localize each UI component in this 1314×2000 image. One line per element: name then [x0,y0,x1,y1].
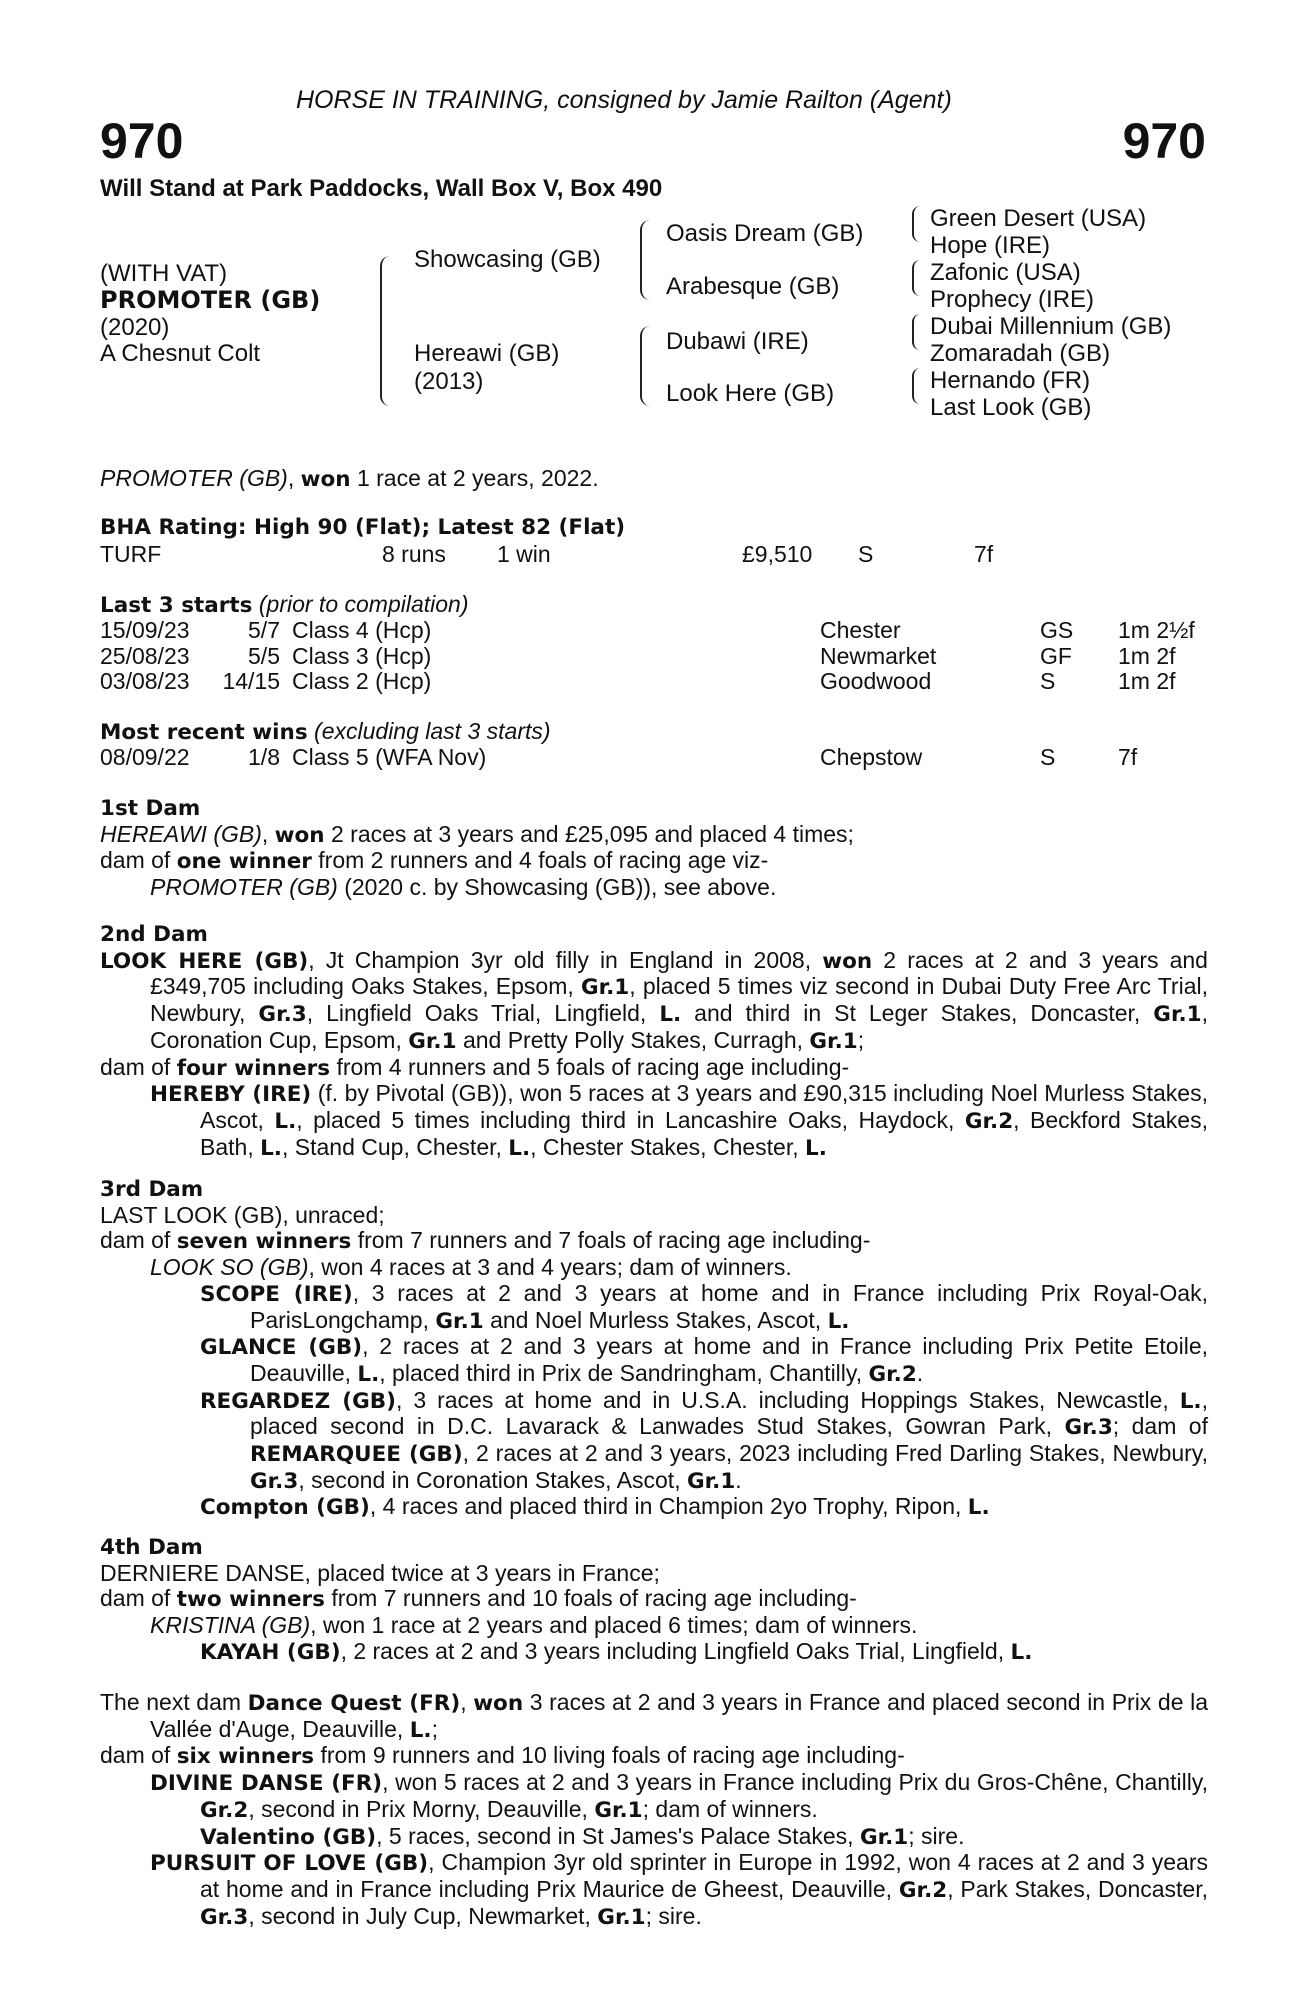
dam4-para3 [100,1613,1208,1639]
text-run: , [460,1689,474,1715]
nextdam-para4 [100,1824,1208,1851]
text-run: Gr.1 [686,1468,736,1494]
pedigree-brace-dam [640,326,652,406]
text-run: Gr.2 [964,1108,1014,1134]
text-run: KRISTINA (GB) [150,1612,311,1639]
dam3-section [100,1177,1208,1521]
nextdam-para5 [100,1850,1208,1930]
pedigree-ds: Dubawi (IRE) [666,328,809,355]
pedigree-brace-ss [912,206,922,242]
text-run: L. [659,1002,682,1028]
horse-name: PROMOTER (GB) [100,286,321,314]
text-run: L. [827,1308,850,1334]
text-run: LAST LOOK (GB), unraced; [100,1201,385,1228]
race-pos: 14/15 [222,668,280,695]
horse-year: (2020) [100,314,170,341]
race-summary: PROMOTER (GB), won 1 race at 2 years, 2022. [100,465,599,492]
summary-rest: 1 race at 2 years, 2022. [350,465,599,491]
pedigree-brace-sd [912,260,922,296]
rating-heading: BHA Rating: High 90 (Flat); Latest 82 (Flat) [100,515,626,540]
text-run: Gr.1 [1153,1002,1202,1028]
dam1-winners: one winner [176,849,312,875]
text-run: , second in Coronation Stakes, Ascot, [298,1466,687,1493]
text-run: DERNIERE DANSE, placed twice at 3 years in France; [100,1559,660,1586]
dam4-para2 [100,1586,1208,1613]
pedigree-sd: Arabesque (GB) [666,273,840,300]
dam1-line1: HEREAWI (GB), won 2 races at 3 years and £25,095 and placed 4 times; [100,820,854,848]
text-run: HEREBY (IRE) [150,1082,312,1108]
race-course: Goodwood [820,668,932,695]
dam2-section [100,922,1208,1161]
pedigree-dss: Dubai Millennium (GB) [930,313,1172,340]
dam4-section [100,1535,1208,1666]
text-run: SCOPE (IRE) [200,1281,353,1307]
text-run: (f. by Pivotal (GB)), won 5 races at 3 years and £90,315 including Noel Murless Stakes, Ascot, [200,1080,1208,1133]
text-run: , won 1 race at 2 years and placed 6 times; dam of winners. [310,1612,918,1639]
dam1-progeny-desc: (2020 c. by Showcasing (GB)), see above. [337,874,777,901]
dam2-para2 [100,1055,1208,1082]
text-run: dam of [100,1585,177,1612]
text-run: from 7 runners and 7 foals of racing age including- [351,1227,871,1254]
text-run: Gr.2 [868,1361,917,1387]
rating-runs: 8 runs [382,541,446,567]
dam3-para6 [100,1388,1208,1495]
race-dist: 1m 2f [1118,668,1176,695]
text-run: DIVINE DANSE (FR) [150,1771,383,1797]
text-run: L. [409,1717,432,1743]
dam4-para4 [100,1639,1208,1666]
text-run: ; dam of [1112,1413,1208,1440]
race-cls: Class 5 (WFA Nov) [292,744,487,770]
text-run: Gr.1 [597,1904,646,1930]
text-run: from 9 runners and 10 living foals of racing age including- [314,1742,905,1769]
text-run: , Stand Cup, Chester, [281,1133,509,1160]
text-run: Gr.1 [809,1028,858,1054]
race-going: S [1040,744,1056,770]
pedigree-sire: Showcasing (GB) [414,246,601,273]
race-date: 15/09/23 [100,617,190,643]
dam4-heading: 4th Dam [100,1535,203,1560]
race-date: 25/08/23 [100,642,190,669]
race-dist: 7f [1118,744,1138,770]
nextdam-para2 [100,1743,1208,1770]
text-run: Valentino (GB) [200,1824,377,1850]
race-cls: Class 3 (Hcp) [292,642,432,669]
pedigree-ssd: Hope (IRE) [930,232,1051,259]
text-run: two winners [176,1587,325,1613]
text-run: Gr.3 [250,1468,299,1494]
text-run: , Lingfield Oaks Trial, Lingfield, [306,1000,660,1027]
text-run: , Chester Stakes, Chester, [530,1133,805,1160]
text-run: Gr.1 [408,1028,457,1054]
last3-heading-line [100,591,469,618]
nextdam-section [100,1690,1208,1930]
text-run: and third in St Leger Stakes, Doncaster, [681,1000,1154,1027]
text-run: Gr.1 [580,975,630,1001]
text-run: L. [357,1361,380,1387]
dam1-section [100,796,1208,901]
pedigree-ddd: Last Look (GB) [930,394,1092,421]
dam1-won: won [274,822,325,848]
pedigree-sdd: Prophecy (IRE) [930,286,1095,313]
lot-number-right: 970 [1122,113,1206,169]
text-run: four winners [176,1055,331,1081]
pedigree-dam: Hereawi (GB) [414,340,560,367]
dam1-name: HEREAWI (GB) [100,820,262,847]
rating-going: S [858,541,874,567]
dam3-para2 [100,1228,1208,1255]
text-run: , placed third in Prix de Sandringham, Chantilly, [379,1359,869,1386]
text-run: Compton (GB) [200,1495,370,1521]
race-pos: 5/7 [248,617,280,643]
race-course: Chepstow [820,744,923,770]
pedigree-brace-ds [912,314,922,350]
dam1-progeny-name: PROMOTER (GB) [150,874,338,901]
horse-description: A Chesnut Colt [100,340,261,367]
text-run: , 3 races at home and in U.S.A. including Hoppings Stakes, Newcastle, [395,1386,1180,1413]
text-run: , placed 5 times including third in Lancashire Oaks, Haydock, [296,1106,965,1133]
text-run: dam of [100,1053,177,1080]
race-date: 03/08/23 [100,668,190,695]
text-run: dam of [100,1742,177,1769]
pedigree-sss: Green Desert (USA) [930,205,1147,232]
text-run: L. [260,1135,282,1161]
text-run: Gr.3 [258,1002,307,1028]
rating-wins: 1 win [497,541,551,567]
text-run: , 2 races at 2 and 3 years including Lingfield Oaks Trial, Lingfield, [340,1637,1011,1664]
text-run: REMARQUEE (GB) [250,1442,463,1468]
text-run: LOOK SO (GB) [150,1254,309,1281]
text-run: dam of [100,1227,177,1254]
dam2-heading: 2nd Dam [100,922,208,947]
text-run: , Park Stakes, Doncaster, [947,1875,1208,1902]
race-cls: Class 2 (Hcp) [292,668,432,695]
dam3-para4 [100,1281,1208,1334]
race-pos: 5/5 [248,642,280,669]
text-run: . [735,1466,742,1493]
race-date: 08/09/22 [100,744,190,770]
dam3-heading: 3rd Dam [100,1177,204,1202]
text-run: , Champion 3yr old sprinter in Europe in 1992, won 4 races at 2 and 3 years at home and in France including Prix Maurice de Gheest, Deauville, [200,1849,1208,1902]
text-run: , 3 races at 2 and 3 years at home and in France including Prix Royal-Oak, ParisLongchamp, [250,1279,1208,1333]
pedigree-ss: Oasis Dream (GB) [666,220,864,247]
text-run: from 4 runners and 5 foals of racing age including- [330,1053,850,1080]
dam2-para3 [100,1081,1208,1161]
text-run: L. [274,1108,297,1134]
rating-distance: 7f [974,541,994,567]
pedigree-brace-main [380,256,394,406]
race-course: Newmarket [820,642,937,669]
text-run: , won 4 races at 3 and 4 years; dam of winners. [308,1254,792,1281]
dam3-para3 [100,1255,1208,1281]
text-run: Gr.2 [898,1877,948,1903]
recent-heading: Most recent wins [100,720,308,745]
text-run: . [916,1359,924,1386]
text-run: L. [805,1135,827,1161]
race-course: Chester [820,617,901,643]
nextdam-para1 [100,1690,1208,1743]
text-run: , 5 races, second in St James's Palace Stakes, [376,1822,860,1849]
dam1-damof: dam of [100,847,177,874]
last3-note: (prior to compilation) [258,591,469,617]
text-run: , Beckford Stakes, Bath, [200,1106,1208,1160]
text-run: won [473,1691,524,1716]
text-run: , won 5 races at 2 and 3 years in France including Prix du Gros-Chêne, Chantilly, [382,1769,1208,1796]
rating-prize: £9,510 [742,541,813,567]
race-going: S [1040,668,1056,695]
race-dist: 1m 2f [1118,642,1176,669]
dam3-para1 [100,1203,1208,1229]
text-run: L. [967,1495,990,1521]
pedigree-dsd: Zomaradah (GB) [930,340,1111,367]
text-run: KAYAH (GB) [200,1639,341,1665]
text-run: , 2 races at 2 and 3 years, 2023 including Fred Darling Stakes, Newbury, [462,1440,1208,1467]
pedigree-brace-sire [640,220,652,300]
recent-heading-line [100,718,551,745]
dam1-line2 [100,848,1208,875]
pedigree-dds: Hernando (FR) [930,367,1091,394]
text-run: , second in Prix Morny, Deauville, [248,1795,595,1822]
text-run: Gr.3 [1064,1415,1113,1441]
text-run: seven winners [176,1229,352,1255]
dam1-runners: from 2 runners and 4 foals of racing age viz- [311,847,769,874]
dam1-record: 2 races at 3 years and £25,095 and placed 4 times; [324,820,854,847]
pedigree-dd: Look Here (GB) [666,380,835,407]
text-run: L. [1010,1639,1033,1665]
race-cls: Class 4 (Hcp) [292,617,432,643]
text-run: Dance Quest (FR) [247,1691,461,1716]
summary-won: won [300,467,351,492]
dam4-para1 [100,1561,1208,1587]
dam1-heading: 1st Dam [100,796,201,821]
text-run: six winners [176,1744,315,1770]
dam3-para5 [100,1334,1208,1387]
text-run: ; dam of winners. [642,1795,818,1822]
text-run: ; [857,1026,865,1053]
nextdam-para3 [100,1770,1208,1823]
text-run: , 2 races at 2 and 3 years at home and in France including Prix Petite Etoile, Deauville, [250,1333,1208,1386]
dam3-para7 [100,1494,1208,1521]
last3-heading: Last 3 starts [100,593,253,618]
dam2-para1 [100,948,1208,1055]
text-run: , Jt Champion 3yr old filly in England in 2008, [308,946,823,973]
race-going: GS [1040,617,1074,643]
text-run: GLANCE (GB) [200,1335,363,1361]
rating-surface: TURF [100,541,162,567]
text-run: , placed 5 times viz second in Dubai Duty Free Arc Trial, Newbury, [150,973,1208,1027]
vat-note: (WITH VAT) [100,260,228,287]
stand-location: Will Stand at Park Paddocks, Wall Box V, Box 490 [100,175,663,202]
text-run: Gr.2 [200,1797,249,1823]
text-run: L. [1179,1388,1202,1414]
consignment-line: HORSE IN TRAINING, consigned by Jamie Railton (Agent) [296,86,952,114]
text-run: 2 races at 2 and 3 years and £349,705 including Oaks Stakes, Epsom, [150,946,1208,1000]
text-run: ; sire. [908,1822,965,1849]
text-run: Gr.1 [859,1824,909,1850]
text-run: Gr.1 [594,1797,643,1823]
dam1-line3 [100,875,1208,901]
text-run: and Noel Murless Stakes, Ascot, [483,1306,828,1333]
text-run: Gr.1 [435,1308,484,1334]
pedigree-sds: Zafonic (USA) [930,259,1081,286]
text-run: won [822,948,873,974]
text-run: REGARDEZ (GB) [200,1388,396,1414]
text-run: and Pretty Polly Stakes, Curragh, [456,1026,810,1053]
lot-number-left: 970 [100,113,184,169]
recent-note: (excluding last 3 starts) [314,718,551,744]
text-run: from 7 runners and 10 foals of racing age including- [324,1585,857,1612]
text-run: L. [508,1135,531,1161]
text-run: , 4 races and placed third in Champion 2yo Trophy, Ripon, [369,1493,968,1520]
text-run: , placed second in D.C. Lavarack & Lanwades Stud Stakes, Gowran Park, [250,1386,1208,1440]
text-run: ; [431,1715,438,1742]
text-run: , Coronation Cup, Epsom, [150,1000,1208,1053]
summary-name: PROMOTER (GB) [100,465,288,491]
race-going: GF [1040,642,1072,669]
race-dist: 1m 2½f [1118,617,1195,643]
text-run: PURSUIT OF LOVE (GB) [150,1851,429,1877]
text-run: , second in July Cup, Newmarket, [248,1902,598,1929]
text-run: LOOK HERE (GB) [100,948,309,974]
text-run: Gr.3 [200,1904,249,1930]
pedigree-brace-dd [912,368,922,404]
text-run: ; sire. [645,1902,702,1929]
text-run: The next dam [100,1689,248,1715]
pedigree-dam-year: (2013) [414,368,484,395]
race-pos: 1/8 [248,744,280,770]
text-run: 3 races at 2 and 3 years in France and placed second in Prix de la Vallée d'Auge, Deauville, [150,1689,1208,1742]
